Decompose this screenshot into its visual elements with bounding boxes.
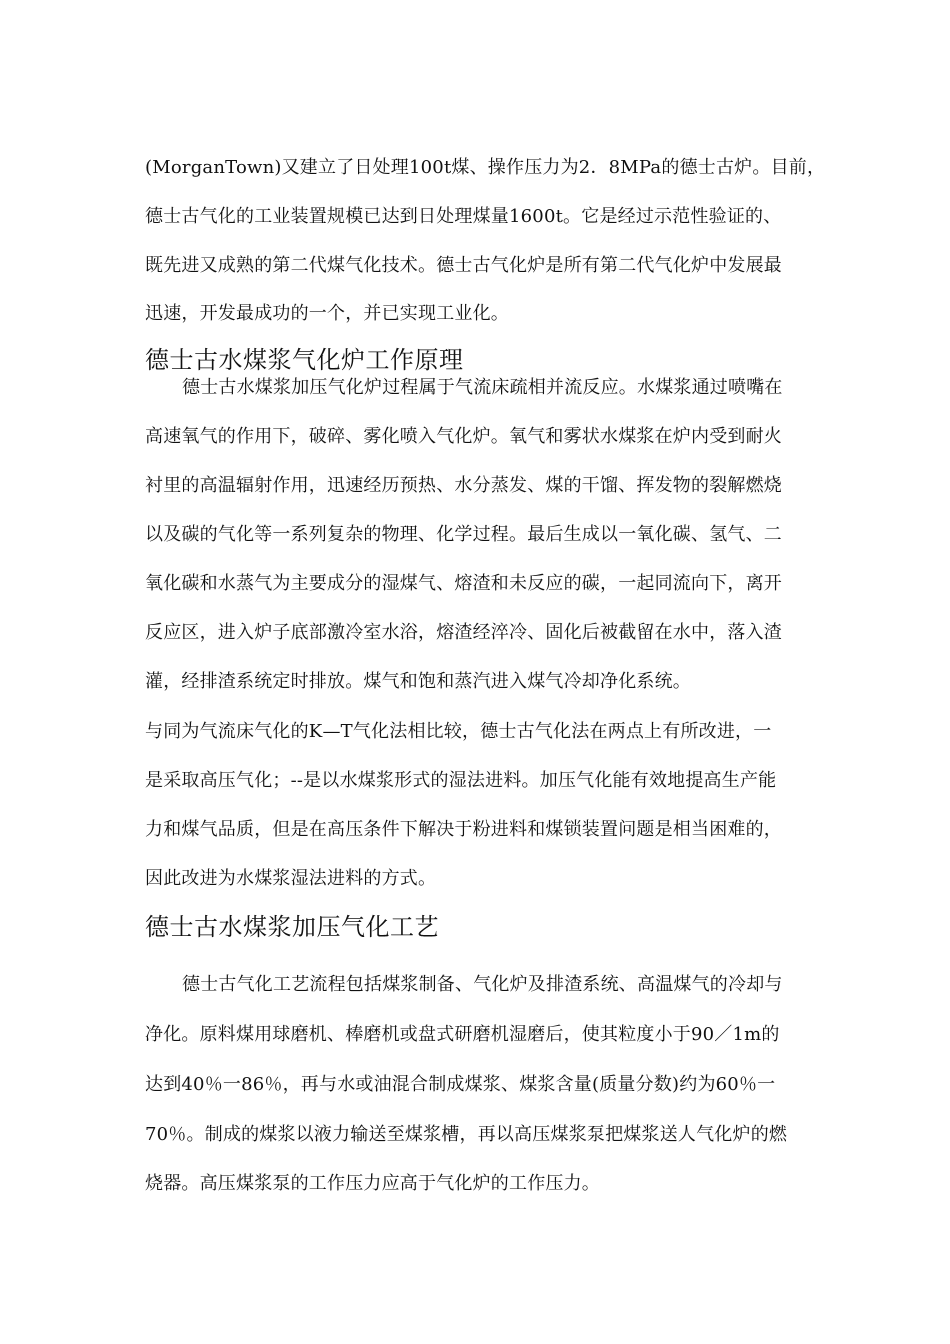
- section1-para1-line-4: 以及碳的气化等一系列复杂的物理、化学过程。最后生成以一氧化碳、氢气、二: [145, 524, 782, 545]
- section1-para1-line-6: 反应区，进入炉子底部激冷室水浴，熔渣经淬冷、固化后被截留在水中，落入渣: [145, 622, 782, 643]
- section-heading-pressurized-process: 德士古水煤浆加压气化工艺: [145, 913, 439, 941]
- section1-para1-line-7: 灌，经排渣系统定时排放。煤气和饱和蒸汽进入煤气冷却净化系统。: [145, 671, 691, 692]
- section1-para1-line-2: 高速氧气的作用下，破碎、雾化喷入气化炉。氧气和雾状水煤浆在炉内受到耐火: [145, 426, 782, 447]
- section1-para2-line-2: 是采取高压气化；--是以水煤浆形式的湿法进料。加压气化能有效地提高生产能: [145, 770, 777, 791]
- section1-para1-line-3: 衬里的高温辐射作用，迅速经历预热、水分蒸发、煤的干馏、挥发物的裂解燃烧: [145, 475, 782, 496]
- section2-para1-line-2: 净化。原料煤用球磨机、棒磨机或盘式研磨机湿磨后，使其粒度小于90／1m的: [145, 1024, 780, 1045]
- section-heading-working-principle: 德士古水煤浆气化炉工作原理: [145, 346, 464, 374]
- section1-para2-line-3: 力和煤气品质，但是在高压条件下解决于粉进料和煤锁装置问题是相当困难的，: [145, 819, 782, 840]
- section1-para1-line-1: 德士古水煤浆加压气化炉过程属于气流床疏相并流反应。水煤浆通过喷嘴在: [182, 377, 783, 398]
- intro-line-3: 既先进又成熟的第二代煤气化技术。德士古气化炉是所有第二代气化炉中发展最: [145, 255, 782, 276]
- intro-line-4: 迅速，开发最成功的一个，并已实现工业化。: [145, 303, 509, 324]
- section2-para1-line-4: 70％。制成的煤浆以液力输送至煤浆槽，再以高压煤浆泵把煤浆送人气化炉的燃: [145, 1124, 788, 1145]
- intro-line-1: (MorganTown)又建立了日处理100t煤、操作压力为2．8MPa的德士古炉。目前，: [145, 157, 825, 178]
- section1-para2-line-4: 因此改进为水煤浆湿法进料的方式。: [145, 868, 437, 889]
- intro-line-2: 德士古气化的工业装置规模已达到日处理煤量1600t。它是经过示范性验证的、: [145, 206, 782, 227]
- section2-para1-line-5: 烧器。高压煤浆泵的工作压力应高于气化炉的工作压力。: [145, 1173, 600, 1194]
- section1-para2-line-1: 与同为气流床气化的K—T气化法相比较，德士古气化法在两点上有所改进，一: [145, 721, 772, 742]
- section1-para1-line-5: 氧化碳和水蒸气为主要成分的湿煤气、熔渣和未反应的碳，一起同流向下，离开: [145, 573, 782, 594]
- section2-para1-line-3: 达到40％一86％，再与水或油混合制成煤浆、煤浆含量(质量分数)约为60％一: [145, 1074, 776, 1095]
- section2-para1-line-1: 德士古气化工艺流程包括煤浆制备、气化炉及排渣系统、高温煤气的冷却与: [182, 974, 783, 995]
